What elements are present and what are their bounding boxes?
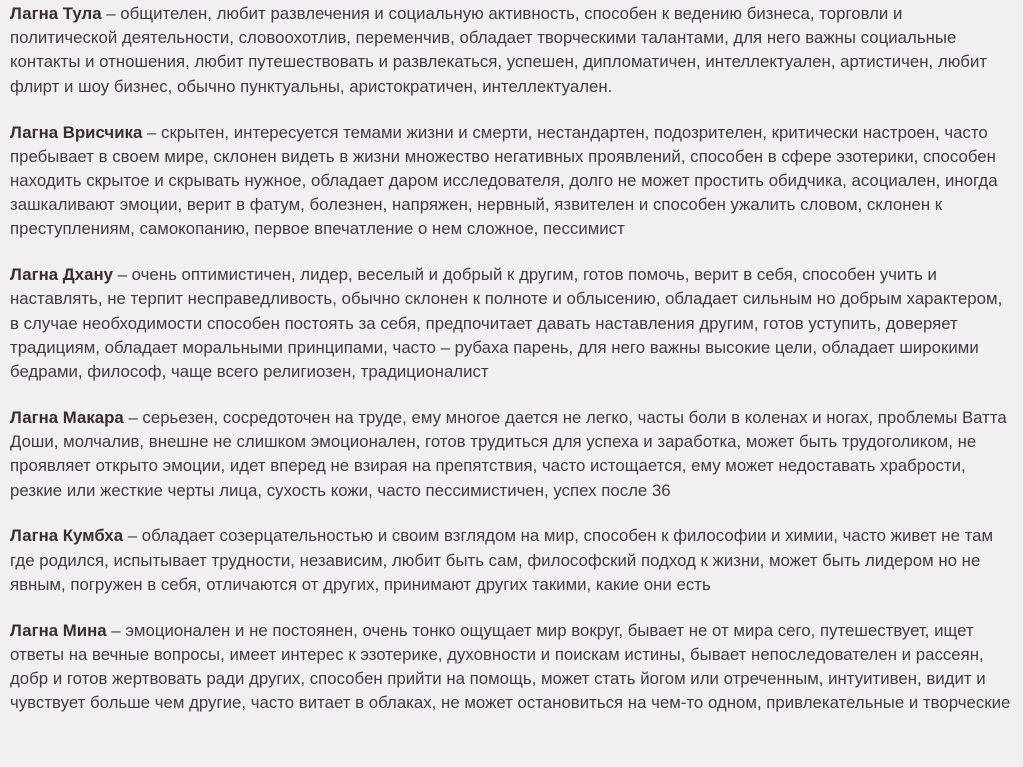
paragraph-lagna-tula bbox=[10, 2, 1014, 99]
description-lagna-makara: – серьезен, сосредоточен на труде, ему многое дается не легко, часты боли в коленах и ногах, проблемы Ватта Доши, молчалив, внешне не слишком эмоционален, готов трудиться для успеха и заработка, может быть трудоголиком, не проявляет открыто эмоции, идет вперед не взирая на препятствия, часто истощается, ему может недоставать храбрости, резкие или жесткие черты лица, сухость кожи, часто пессимистичен, успех после 36 bbox=[10, 407, 1007, 500]
description-lagna-kumbha: – обладает созерцательностью и своим взглядом на мир, способен к философии и химии, часто живет не там где родился, испытывает трудности, независим, любит быть сам, философский подход к жизни, может быть лидером но не явным, погружен в себя, отличаются от других, принимают других такими, какие они есть bbox=[10, 526, 994, 594]
paragraph-lagna-kumbha bbox=[10, 524, 1014, 597]
paragraph-lagna-makara bbox=[10, 406, 1014, 503]
term-lagna-kumbha: Лагна Кумбха bbox=[10, 526, 124, 546]
paragraph-lagna-vrischika bbox=[10, 121, 1014, 242]
paragraph-lagna-mina bbox=[10, 619, 1014, 716]
description-lagna-mina: – эмоционален и не постоянен, очень тонко ощущает мир вокруг, бывает не от мира сего, путешествует, ищет ответы на вечные вопросы, имеет интерес к эзотерике, духовности и поискам истины, бывает непоследователен и рассеян, добр и готов жертвовать ради других, способен прийти на помощь, может стать йогом или отреченным, интуитивен, видит и чувствует больше чем другие, часто витает в облаках, не может остановиться на чем-то одном, привлекательные и творческие bbox=[10, 620, 1011, 713]
term-lagna-vrischika: Лагна Врисчика bbox=[10, 122, 143, 142]
paragraph-lagna-dhanu bbox=[10, 263, 1014, 384]
description-lagna-tula: – общителен, любит развлечения и социальную активность, способен к ведению бизнеса, торговли и политической деятельности, словоохотлив, переменчив, обладает творческими талантами, для него важны социальные контакты и отношения, любит путешествовать и развлекаться, успешен, дипломатичен, интеллектуален, артистичен, любит флирт и шоу бизнес, обычно пунктуальны, аристократичен, интеллектуален. bbox=[10, 4, 988, 96]
description-lagna-vrischika: – скрытен, интересуется темами жизни и смерти, нестандартен, подозрителен, критически настроен, часто пребывает в своем мире, склонен видеть в жизни множество негативных проявлений, способен в сфере эзотерики, способен находить скрытое и скрывать нужное, обладает даром исследователя, долго не может простить обидчика, асоциален, иногда зашкаливают эмоции, верит в фатум, болезнен, напряжен, нервный, язвителен и способен ужалить словом, склонен к преступлениям, самокопанию, первое впечатление о нем сложное, пессимист bbox=[10, 122, 998, 239]
term-lagna-tula: Лагна Тула bbox=[10, 4, 102, 23]
description-lagna-dhanu: – очень оптимистичен, лидер, веселый и добрый к другим, готов помочь, верит в себя, способен учить и наставлять, не терпит несправедливость, обычно склонен к полноте и облысению, обладает сильным но добрым характером, в случае необходимости способен постоять за себя, предпочитает давать наставления другим, готов уступить, доверяет традициям, обладает моральными принципами, часто – рубаха парень, для него важны высокие цели, обладает широкими бедрами, философ, чаще всего религиозен, традиционалист bbox=[10, 265, 1003, 382]
term-lagna-dhanu: Лагна Дхану bbox=[10, 265, 113, 285]
term-lagna-mina: Лагна Мина bbox=[10, 620, 107, 640]
term-lagna-makara: Лагна Макара bbox=[10, 407, 124, 427]
